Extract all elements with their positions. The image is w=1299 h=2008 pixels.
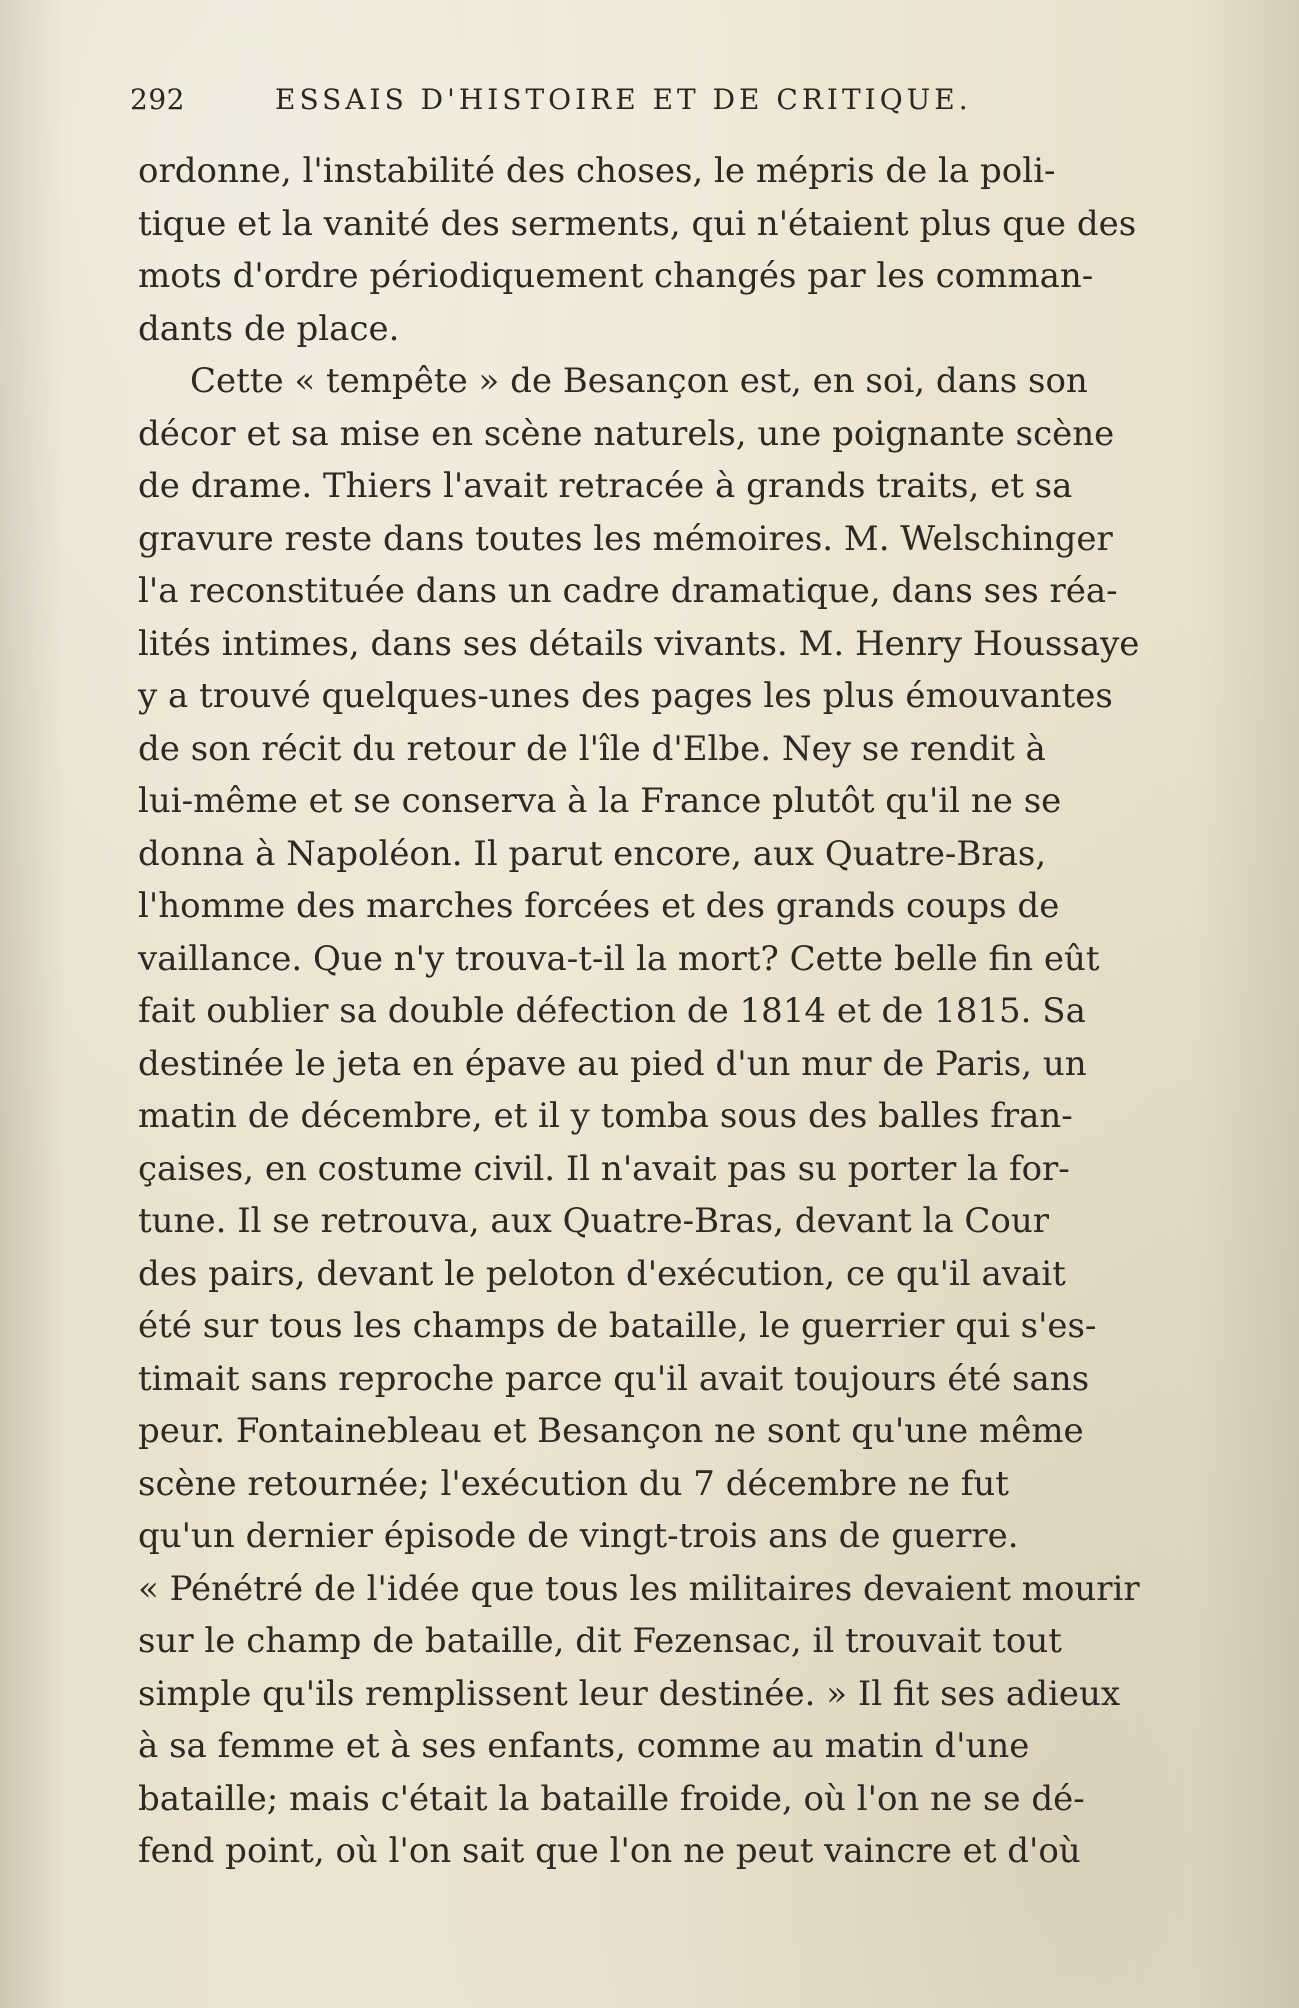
text-line: l'a reconstituée dans un cadre dramatique, dans ses réa-: [138, 571, 1118, 611]
text-line: matin de décembre, et il y tomba sous des balles fran-: [138, 1096, 1073, 1136]
text-line: de son récit du retour de l'île d'Elbe. Ney se rendit à: [138, 728, 1046, 769]
text-line: décor et sa mise en scène naturels, une poignante scène: [138, 413, 1115, 454]
text-line: sur le champ de bataille, dit Fezensac, il trouvait tout: [138, 1621, 1062, 1661]
body-text: [138, 145, 1216, 1878]
text-line: tune. Il se retrouva, aux Quatre-Bras, devant la Cour: [138, 1201, 1050, 1241]
text-line: qu'un dernier épisode de vingt-trois ans de guerre.: [138, 1516, 1019, 1556]
text-line: des pairs, devant le peloton d'exécution, ce qu'il avait: [138, 1253, 1066, 1294]
quotation-line: « Pénétré de l'idée que tous les militaires devaient mourir: [138, 1568, 1140, 1609]
text-line: çaises, en costume civil. Il n'avait pas su porter la for-: [138, 1148, 1070, 1189]
text-line: y a trouvé quelques-unes des pages les plus émouvantes: [138, 676, 1113, 716]
paragraph-start-line: Cette « tempête » de Besançon est, en soi, dans son: [190, 361, 1088, 401]
text-line: lités intimes, dans ses détails vivants. M. Henry Houssaye: [138, 623, 1140, 664]
text-line: gravure reste dans toutes les mémoires. M. Welschinger: [138, 518, 1113, 559]
text-line: simple qu'ils remplissent leur destinée. » Il fit ses adieux: [138, 1673, 1121, 1714]
text-line: été sur tous les champs de bataille, le guerrier qui s'es-: [138, 1306, 1097, 1346]
text-line: fait oublier sa double défection de 1814 et de 1815. Sa: [138, 991, 1086, 1031]
text-line: de drame. Thiers l'avait retracée à grands traits, et sa: [138, 466, 1073, 506]
running-title: ESSAIS D'HISTOIRE ET DE CRITIQUE.: [275, 83, 972, 116]
text-line: l'homme des marches forcées et des grands coups de: [138, 886, 1060, 926]
text-line: ordonne, l'instabilité des choses, le mépris de la poli-: [138, 151, 1056, 191]
text-line: bataille; mais c'était la bataille froide, où l'on ne se dé-: [138, 1778, 1085, 1819]
text-line: à sa femme et à ses enfants, comme au matin d'une: [138, 1726, 1030, 1766]
text-line: dants de place.: [138, 308, 400, 349]
page-header: [130, 83, 1070, 123]
text-line: donna à Napoléon. Il parut encore, aux Quatre-Bras,: [138, 833, 1047, 874]
text-line: scène retournée; l'exécution du 7 décembre ne fut: [138, 1463, 1009, 1504]
text-line: peur. Fontainebleau et Besançon ne sont qu'une même: [138, 1411, 1084, 1451]
text-line: tique et la vanité des serments, qui n'étaient plus que des: [138, 203, 1137, 244]
text-line: fend point, où l'on sait que l'on ne peut vaincre et d'où: [138, 1831, 1081, 1871]
page-number: 292: [130, 83, 185, 116]
text-line: vaillance. Que n'y trouva-t-il la mort? Cette belle fin eût: [138, 938, 1100, 979]
text-line: timait sans reproche parce qu'il avait toujours été sans: [138, 1358, 1090, 1399]
text-line: mots d'ordre périodiquement changés par les comman-: [138, 256, 1094, 296]
text-line: destinée le jeta en épave au pied d'un mur de Paris, un: [138, 1043, 1087, 1084]
text-line: lui-même et se conserva à la France plutôt qu'il ne se: [138, 781, 1062, 821]
